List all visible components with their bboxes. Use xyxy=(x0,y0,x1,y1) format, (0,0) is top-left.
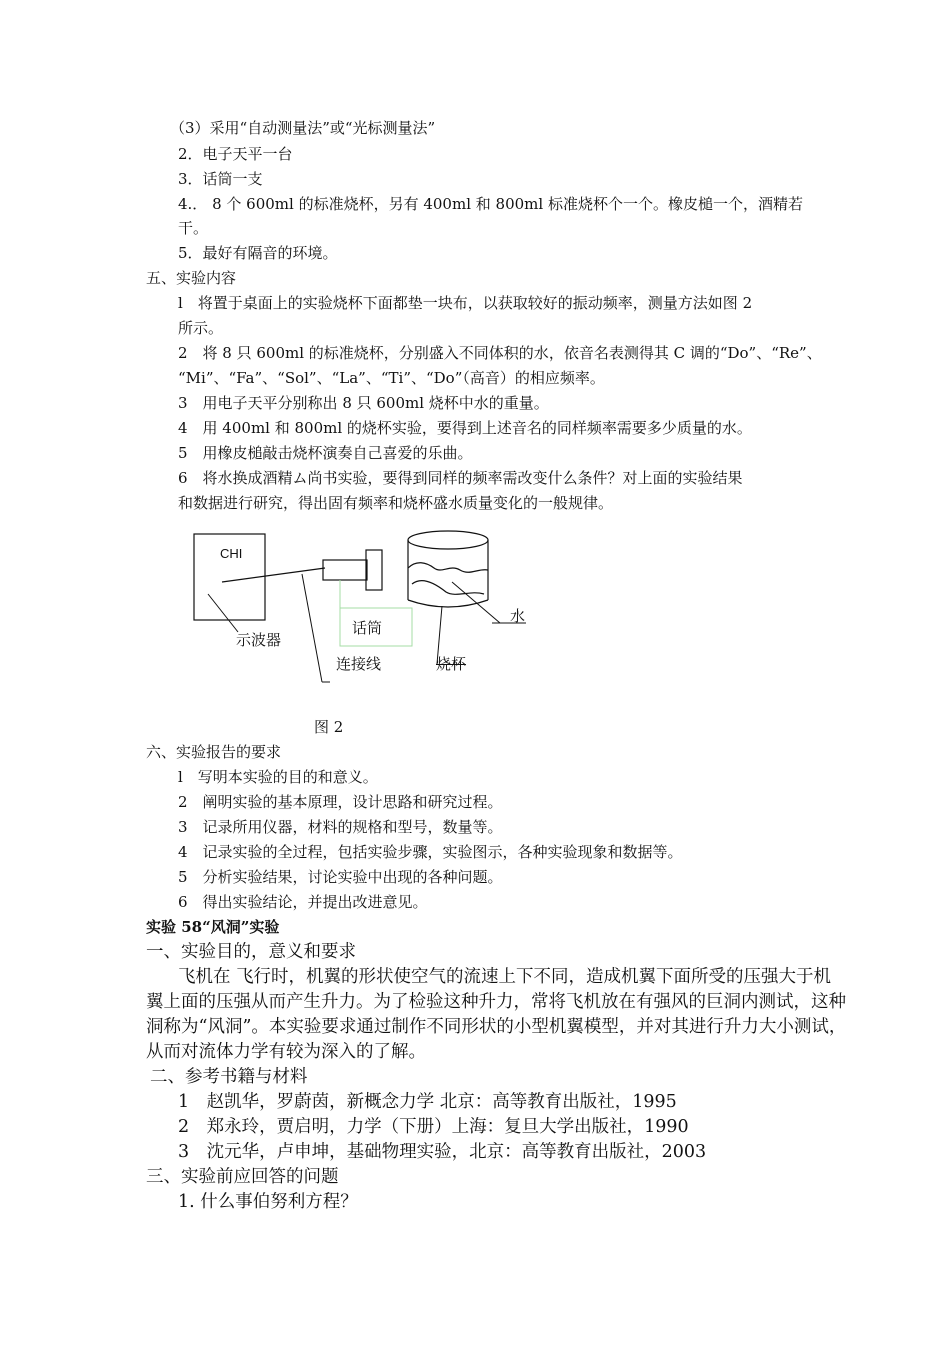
beaker-rim xyxy=(408,531,488,549)
section5-item6-line1: 6 将水换成酒精ム尚书实验，要得到同样的频率需改变什么条件？对上面的实验结果 xyxy=(178,469,743,487)
equipment-item4-line1: 4.． 8 个 600ml 的标准烧杯，另有 400ml 和 800ml 标准烧杯个一个。橡皮槌一个，酒精若 xyxy=(178,195,803,213)
chi-label: CHI xyxy=(220,546,243,561)
experiment58-para-line2: 翼上面的压强从而产生升力。为了检验这种升力，常将飞机放在有强风的巨洞内测试，这种 xyxy=(146,992,846,1012)
signal-line xyxy=(222,568,325,582)
figure-2-diagram xyxy=(180,520,560,694)
water-label: 水 xyxy=(510,607,526,625)
section6-item6: 6 得出实验结论，并提出改进意见。 xyxy=(178,893,428,911)
figure-caption: 图 2 xyxy=(314,718,344,736)
equipment-item3: 3．话筒一支 xyxy=(178,170,263,188)
water-leader xyxy=(452,582,500,623)
section6-item2: 2 阐明实验的基本原理，设计思路和研究过程。 xyxy=(178,793,503,811)
section6-item5: 5 分析实验结果，讨论实验中出现的各种问题。 xyxy=(178,868,503,886)
section5-item6-line2: 和数据进行研究，得出固有频率和烧杯盛水质量变化的一般规律。 xyxy=(178,494,614,512)
equipment-item3-sub: （3）采用“自动测量法”或“光标测量法” xyxy=(170,119,436,137)
experiment58-part3-heading: 三、实验前应回答的问题 xyxy=(146,1167,339,1187)
experiment58-para-line3: 洞称为“风洞”。本实验要求通过制作不同形状的小型机翼模型，并对其进行升力大小测试， xyxy=(146,1017,847,1037)
experiment58-part2-heading: 二、参考书籍与材料 xyxy=(150,1067,308,1087)
oscilloscope-label: 示波器 xyxy=(236,631,282,649)
experiment58-title: 实验 58“风洞”实验 xyxy=(146,918,280,936)
water-wave xyxy=(412,581,484,595)
oscilloscope-leader xyxy=(208,594,238,632)
beaker-label: 烧杯 xyxy=(436,655,467,673)
equipment-item4-line2: 干。 xyxy=(178,219,209,237)
reference-3: 3 沈元华，卢申坤，基础物理实验，北京：高等教育出版社，2003 xyxy=(178,1142,707,1162)
section6-heading: 六、实验报告的要求 xyxy=(146,743,282,761)
experiment58-part1-heading: 一、实验目的，意义和要求 xyxy=(146,942,356,962)
section5-item1-line1: l 将置于桌面上的实验烧杯下面都垫一块布，以获取较好的振动频率，测量方法如图 2 xyxy=(178,294,753,312)
section6-item3: 3 记录所用仪器，材料的规格和型号，数量等。 xyxy=(178,818,503,836)
section5-heading: 五、实验内容 xyxy=(146,269,237,287)
experiment58-para-line1: 飞机在 飞行时，机翼的形状使空气的流速上下不同，造成机翼下面所受的压强大于机 xyxy=(178,967,832,987)
water-surface xyxy=(408,563,488,573)
section6-item1: l 写明本实验的目的和意义。 xyxy=(178,768,378,786)
section5-item2-line2: “Mi”、“Fa”、“Sol”、“La”、“Ti”、“Do”（高音）的相应频率。 xyxy=(178,369,605,387)
mic-label: 话筒 xyxy=(352,619,383,637)
reference-1: 1 赵凯华，罗蔚茵，新概念力学 北京：高等教育出版社，1995 xyxy=(178,1092,677,1112)
equipment-item2: 2．电子天平一台 xyxy=(178,145,293,163)
beaker-bottom xyxy=(408,600,488,607)
experiment58-para-line4: 从而对流体力学有较为深入的了解。 xyxy=(146,1042,426,1062)
section5-item5: 5 用橡皮槌敲击烧杯演奏自己喜爱的乐曲。 xyxy=(178,444,473,462)
equipment-item5: 5．最好有隔音的环境。 xyxy=(178,244,338,262)
cable-label: 连接线 xyxy=(336,655,382,673)
section5-item1-line2: 所示。 xyxy=(178,319,224,337)
section5-item3: 3 用电子天平分别称出 8 只 600ml 烧杯中水的重量。 xyxy=(178,394,549,412)
section6-item4: 4 记录实验的全过程，包括实验步骤，实验图示，各种实验现象和数据等。 xyxy=(178,843,683,861)
microphone-body xyxy=(323,560,367,580)
section5-item2-line1: 2 将 8 只 600ml 的标准烧杯，分别盛入不同体积的水，依音名表测得其 C 调的“Do”、“Re”、 xyxy=(178,344,822,362)
microphone-head xyxy=(366,550,382,590)
section5-item4: 4 用 400ml 和 800ml 的烧杯实验，要得到上述音名的同样频率需要多少质量的水。 xyxy=(178,419,752,437)
reference-2: 2 郑永玲，贾启明，力学（下册）上海：复旦大学出版社，1990 xyxy=(178,1117,689,1137)
question-1: 1. 什么事伯努利方程？ xyxy=(178,1192,358,1212)
cable-leader xyxy=(302,574,322,682)
